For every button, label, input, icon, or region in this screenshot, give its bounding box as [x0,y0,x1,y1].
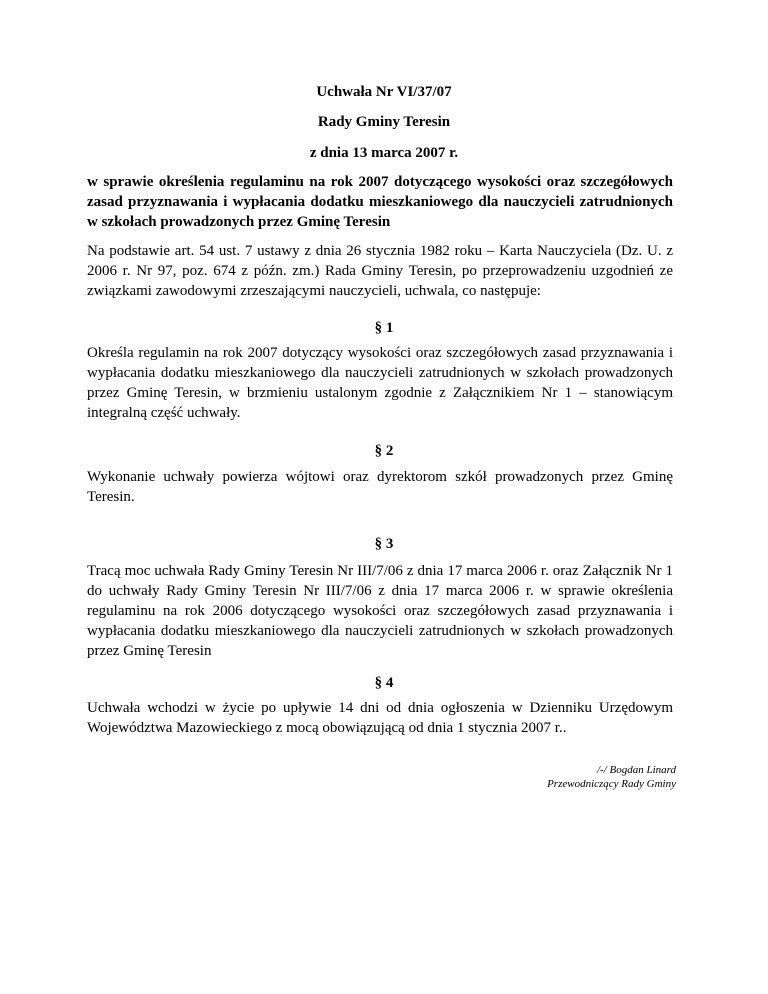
section-1-text: Określa regulamin na rok 2007 dotyczący wysokości oraz szczegółowych zasad przyznawania i wypłacania dodatku mieszkaniowego dla nauczycieli zatrudnionych w szkołach prowadzonych przez Gminę Teresin, w brzmieniu ustalonym zgodnie z Załącznikiem Nr 1 – stanowiącym integralną część uchwały. [87,345,673,421]
legal-basis-paragraph: Na podstawie art. 54 ust. 7 ustawy z dnia 26 stycznia 1982 roku – Karta Nauczyciela (Dz. U. z 2006 r. Nr 97, poz. 674 z późn. zm.) Rada Gminy Teresin, po przeprowadzeniu uzgodnień ze związkami zawodowymi zrzeszającymi nauczycieli, uchwala, co następuje: [87,243,673,299]
section-4-title: § 4 [374,675,394,691]
section-2-title: § 2 [374,443,394,459]
signatory-name: /-/ Bogdan Linard [596,764,676,776]
resolution-number: Uchwała Nr VI/37/07 [316,84,452,100]
resolution-date: z dnia 13 marca 2007 r. [309,145,459,161]
signatory-role: Przewodniczący Rady Gminy [547,778,676,790]
section-3-text: Tracą moc uchwała Rady Gminy Teresin Nr III/7/06 z dnia 17 marca 2006 r. oraz Załącznik Nr 1 do uchwały Rady Gminy Teresin Nr III/7/06 z dnia 17 marca 2006 r. w sprawie określenia regulaminu na rok 2006 dotyczącego wysokości oraz szczegółowych zasad przyznawania i wypłacania dodatku mieszkaniowego dla nauczycieli zatrudnionych w szkołach prowadzonych przez Gminę Teresin [87,563,673,659]
section-3-title: § 3 [374,536,394,552]
section-4-text: Uchwała wchodzi w życie po upływie 14 dni od dnia ogłoszenia w Dzienniku Urzędowym Województwa Mazowieckiego z mocą obowiązującą od dnia 1 stycznia 2007 r.. [87,700,673,736]
resolution-subject: w sprawie określenia regulaminu na rok 2007 dotyczącego wysokości oraz szczegółowych zasad przyznawania i wypłacania dodatku mieszkaniowego dla nauczycieli zatrudnionych w szkołach prowadzonych przez Gminę Teresin [87,174,673,230]
section-2-text: Wykonanie uchwały powierza wójtowi oraz dyrektorom szkół prowadzonych przez Gminę Teresin. [87,469,673,505]
council-name: Rady Gminy Teresin [317,114,451,130]
section-1-title: § 1 [374,320,394,336]
